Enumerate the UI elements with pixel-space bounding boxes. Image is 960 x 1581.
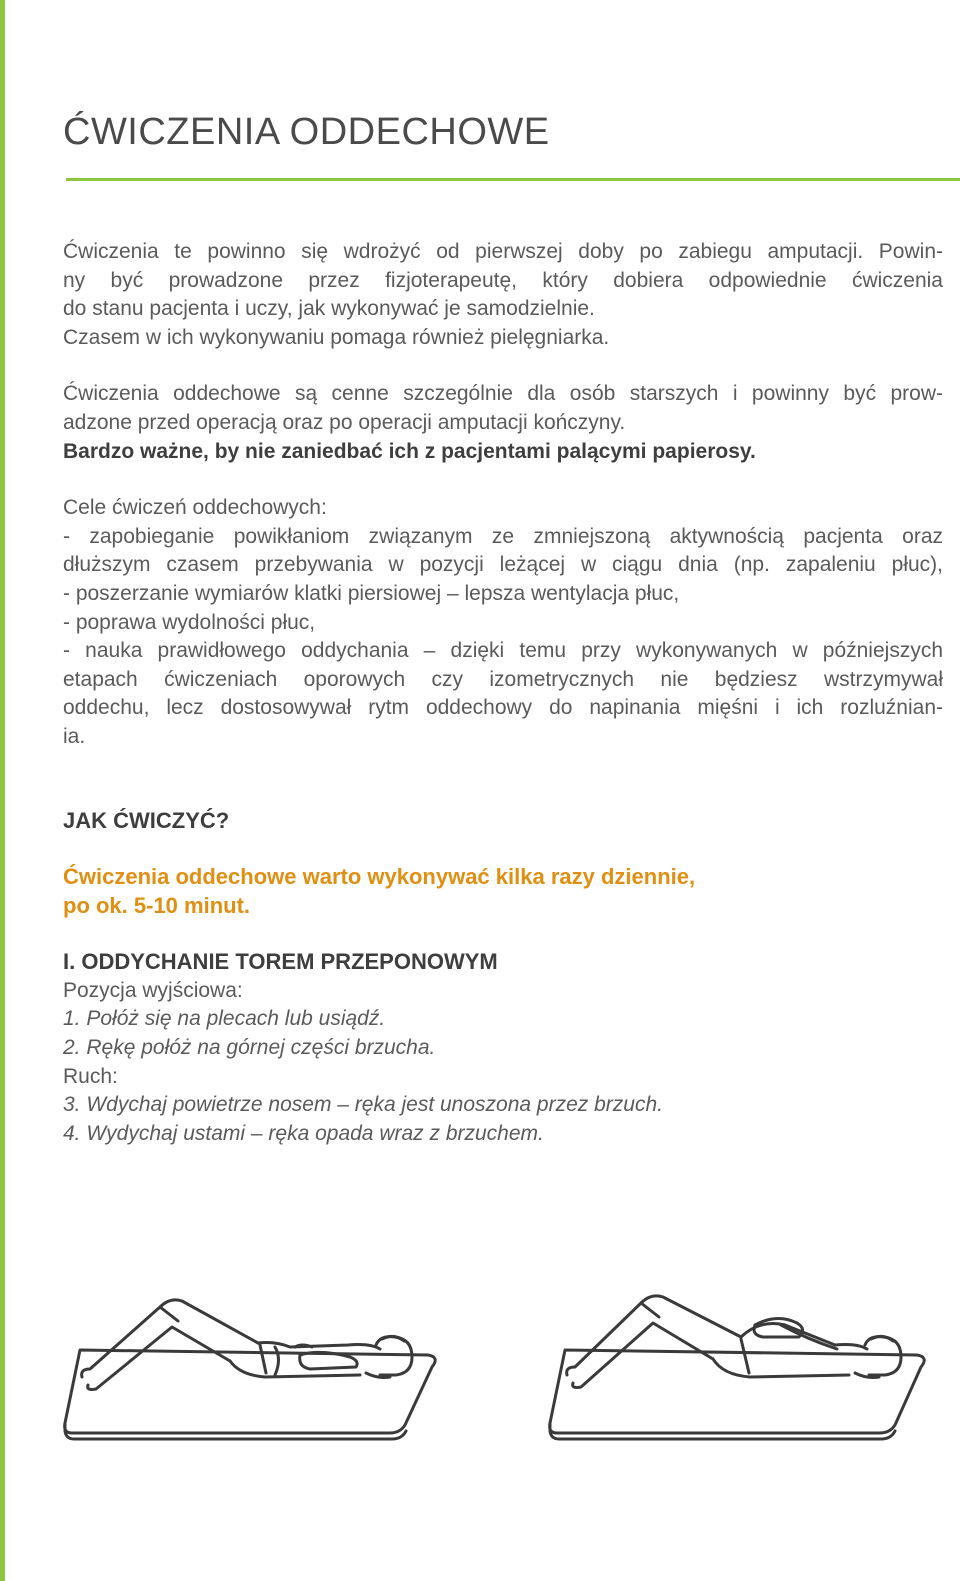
goal-line: ia. <box>63 724 86 748</box>
how-section <box>63 807 943 836</box>
person-lying-exhale-icon <box>60 1285 450 1450</box>
goal-line: - poszerzanie wymiarów klatki piersiowej – lepsza wentylacja płuc, <box>63 581 680 605</box>
exercise-step: 3. Wdychaj powietrze nosem – ręka jest unoszona przez brzuch. <box>63 1093 663 1117</box>
exercise-step: 2. Rękę połóż na górnej części brzucha. <box>63 1036 436 1060</box>
goals-paragraph <box>63 494 943 751</box>
intro-paragraph <box>63 238 943 352</box>
highlight-line: po ok. 5-10 minut. <box>63 892 251 918</box>
text-line: Czasem w ich wykonywaniu pomaga również pielęgniarka. <box>63 325 610 349</box>
goal-line: - nauka prawidłowego oddychania – dzięki temu przy wykonywanych w późniejszych <box>63 639 943 663</box>
highlight-line: Ćwiczenia oddechowe warto wykonywać kilka razy dziennie, <box>63 864 696 890</box>
frequency-note <box>63 863 943 920</box>
goal-line: - zapobieganie powikłaniom związanym ze zmniejszoną aktywnością pacjenta oraz <box>63 524 943 548</box>
text-line: Ćwiczenia te powinno się wdrożyć od pierwszej doby po zabiegu amputacji. Powin- <box>63 240 943 263</box>
exercise-block <box>63 948 943 1148</box>
goal-line: etapach ćwiczeniach oporowych czy izometrycznych nie będziesz wstrzymywał <box>63 667 943 691</box>
exercise-heading: I. ODDYCHANIE TOREM PRZEPONOWYM <box>63 949 498 975</box>
main-content <box>63 238 943 1148</box>
how-heading: JAK ĆWICZYĆ? <box>63 807 230 833</box>
goal-line: - poprawa wydolności płuc, <box>63 610 316 634</box>
title-divider <box>66 178 960 181</box>
movement-label: Ruch: <box>63 1064 118 1088</box>
exercise-step: 4. Wydychaj ustami – ręka opada wraz z brzuchem. <box>63 1121 544 1145</box>
goal-line: oddechu, lecz dostosowywał rytm oddechowy do napinania mięśni i ich rozluźnian- <box>63 696 943 720</box>
text-line: do stanu pacjenta i uczy, jak wykonywać je samodzielnie. <box>63 297 595 321</box>
goals-heading: Cele ćwiczeń oddechowych: <box>63 496 327 520</box>
exercise-step: 1. Połóż się na plecach lub usiądź. <box>63 1007 386 1031</box>
left-accent-bar <box>0 0 5 1581</box>
importance-paragraph <box>63 380 943 466</box>
page-title: ĆWICZENIA ODDECHOWE <box>63 111 550 154</box>
person-lying-inhale-icon <box>545 1285 940 1450</box>
goal-line: dłuższym czasem przebywania w pozycji leżącej w ciągu dnia (np. zapaleniu płuc), <box>63 553 943 577</box>
start-position-label: Pozycja wyjściowa: <box>63 978 243 1002</box>
important-note: Bardzo ważne, by nie zaniedbać ich z pacjentami palącymi papierosy. <box>63 439 756 463</box>
text-line: adzone przed operacją oraz po operacji amputacji kończyny. <box>63 410 626 434</box>
text-line: ny być prowadzone przez fizjoterapeutę, który dobiera odpowiednie ćwiczenia <box>63 268 943 292</box>
text-line: Ćwiczenia oddechowe są cenne szczególnie dla osób starszych i powinny być prow- <box>63 382 943 406</box>
